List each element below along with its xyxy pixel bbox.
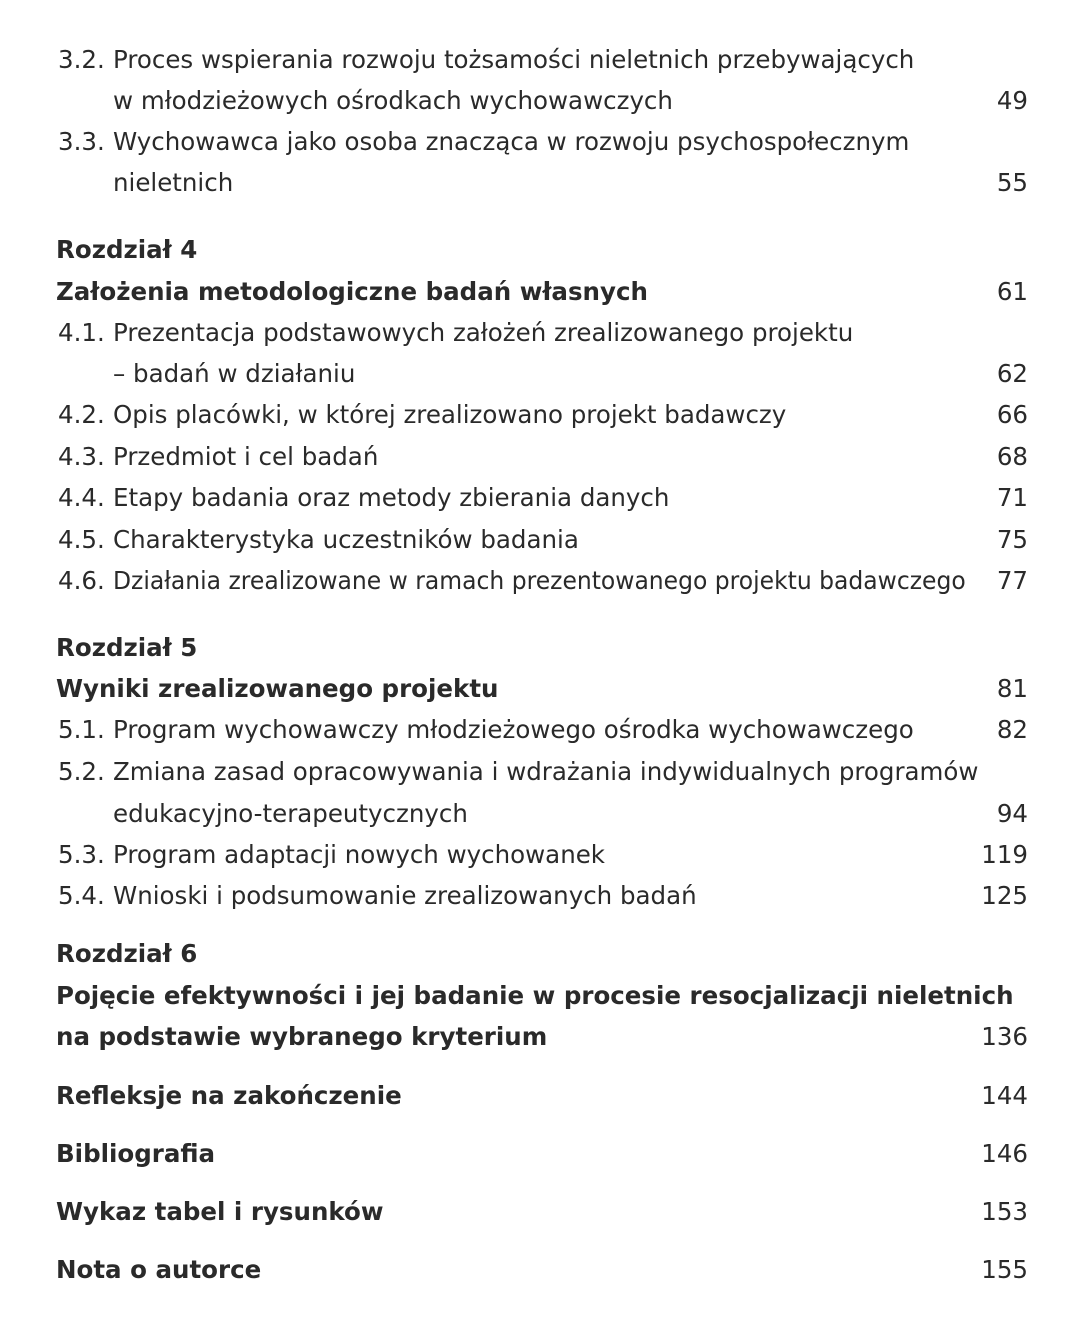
page-number: 94: [996, 799, 1028, 828]
toc-entry-line: [0, 81, 1066, 121]
toc-entry-line: [0, 835, 1066, 875]
entry-number: 4.1.: [58, 318, 105, 347]
chapter-title: Wyniki zrealizowanego projektu: [56, 674, 499, 703]
page-number: 153: [981, 1197, 1028, 1226]
toc-entry-line: [0, 163, 1066, 203]
entry-title: Nota o autorce: [56, 1255, 262, 1284]
entry-title: Prezentacja podstawowych założeń zrealizowanego projektu: [113, 318, 854, 347]
toc-entry-line: [0, 395, 1066, 435]
page-number: 66: [996, 400, 1028, 429]
back-matter-entry: [0, 1134, 1066, 1174]
entry-title: Bibliografia: [56, 1139, 216, 1168]
chapter-label: [0, 230, 1066, 270]
entry-number: 3.3.: [58, 127, 105, 156]
chapter-title: Założenia metodologiczne badań własnych: [56, 277, 648, 306]
toc-entry-line: [0, 520, 1066, 560]
entry-number: 5.3.: [58, 840, 105, 869]
entry-title: Program adaptacji nowych wychowanek: [113, 840, 605, 869]
back-matter-entry: [0, 1076, 1066, 1116]
entry-title-continued: edukacyjno-terapeutycznych: [113, 799, 468, 828]
toc-entry-line: [0, 313, 1066, 353]
toc-entry-line: [0, 876, 1066, 916]
entry-title: Przedmiot i cel badań: [113, 442, 379, 471]
entry-number: 3.2.: [58, 45, 105, 74]
toc-entry-line: [0, 122, 1066, 162]
entry-number: 4.2.: [58, 400, 105, 429]
entry-title: Wnioski i podsumowanie zrealizowanych badań: [113, 881, 697, 910]
chapter-title-continued: na podstawie wybranego kryterium: [56, 1022, 548, 1051]
entry-number: 5.4.: [58, 881, 105, 910]
page-number: 119: [981, 840, 1028, 869]
entry-number: 4.3.: [58, 442, 105, 471]
toc-entry-line: [0, 478, 1066, 518]
page-number: 136: [981, 1022, 1028, 1051]
entry-title-continued: w młodzieżowych ośrodkach wychowawczych: [113, 86, 673, 115]
page-number: 155: [981, 1255, 1028, 1284]
entry-number: 5.1.: [58, 715, 105, 744]
chapter-title: Pojęcie efektywności i jej badanie w procesie resocjalizacji nieletnich: [56, 981, 1014, 1010]
page-number: 82: [996, 715, 1028, 744]
page-number: 75: [996, 525, 1028, 554]
entry-title: Proces wspierania rozwoju tożsamości nieletnich przebywających: [113, 45, 915, 74]
entry-title: Wychowawca jako osoba znacząca w rozwoju psychospołecznym: [113, 127, 910, 156]
entry-title: Wykaz tabel i rysunków: [56, 1197, 384, 1226]
toc-entry-line: [0, 561, 1066, 601]
chapter-heading: [0, 272, 1066, 312]
toc-entry-line: [0, 794, 1066, 834]
entry-title-continued: nieletnich: [113, 168, 234, 197]
entry-title: Etapy badania oraz metody zbierania danych: [113, 483, 670, 512]
page-number: 68: [996, 442, 1028, 471]
page-number: 71: [996, 483, 1028, 512]
toc-entry-line: [0, 354, 1066, 394]
toc-entry-line: [0, 752, 1066, 792]
entry-number: 5.2.: [58, 757, 105, 786]
back-matter-entry: [0, 1192, 1066, 1232]
chapter-number: Rozdział 5: [56, 633, 198, 662]
chapter-heading: [0, 669, 1066, 709]
toc-entry-line: [0, 40, 1066, 80]
entry-title: Charakterystyka uczestników badania: [113, 525, 579, 554]
entry-number: 4.4.: [58, 483, 105, 512]
back-matter-entry: [0, 1250, 1066, 1290]
toc-entry-line: [0, 710, 1066, 750]
entry-number: 4.5.: [58, 525, 105, 554]
chapter-label: [0, 934, 1066, 974]
entry-title: Refleksje na zakończenie: [56, 1081, 402, 1110]
page-number: 144: [981, 1081, 1028, 1110]
page-number: 62: [996, 359, 1028, 388]
page-number: 125: [981, 881, 1028, 910]
chapter-heading: [0, 976, 1066, 1016]
chapter-number: Rozdział 4: [56, 235, 198, 264]
toc-entry-line: [0, 437, 1066, 477]
page-number: 77: [996, 566, 1028, 595]
page-number: 146: [981, 1139, 1028, 1168]
entry-number: 4.6.: [58, 566, 105, 595]
entry-title: Działania zrealizowane w ramach prezentowanego projektu badawczego: [113, 566, 966, 595]
chapter-label: [0, 628, 1066, 668]
chapter-heading: [0, 1017, 1066, 1057]
entry-title: Zmiana zasad opracowywania i wdrażania indywidualnych programów: [113, 757, 979, 786]
entry-title-continued: – badań w działaniu: [113, 359, 356, 388]
page-number: 55: [996, 168, 1028, 197]
page-number: 81: [996, 674, 1028, 703]
chapter-number: Rozdział 6: [56, 939, 198, 968]
page-number: 49: [996, 86, 1028, 115]
page-number: 61: [996, 277, 1028, 306]
entry-title: Program wychowawczy młodzieżowego ośrodka wychowawczego: [113, 715, 914, 744]
entry-title: Opis placówki, w której zrealizowano projekt badawczy: [113, 400, 787, 429]
